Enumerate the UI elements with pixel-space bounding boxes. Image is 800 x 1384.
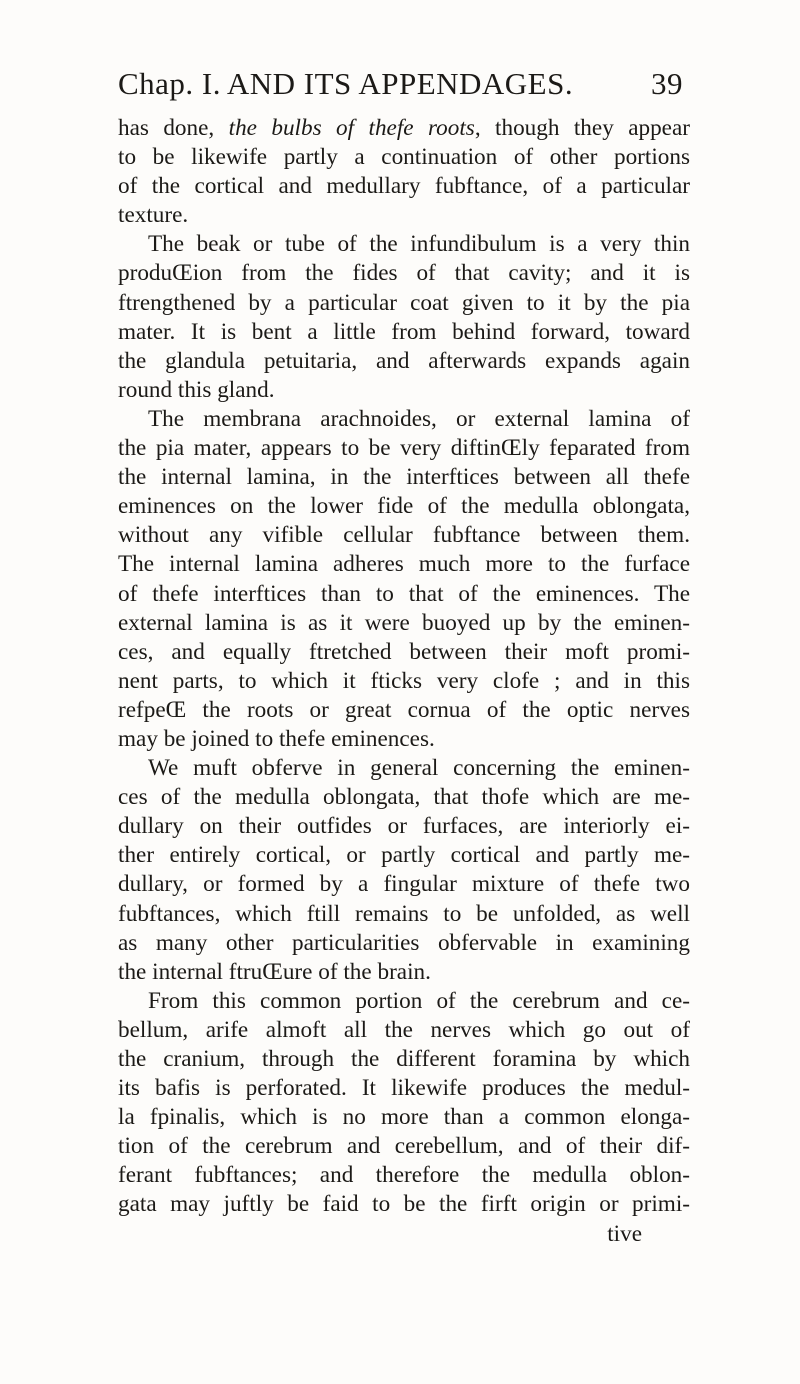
text-line: bellum, arife almoft all the nerves which go out of	[118, 1016, 690, 1043]
text-line: The membrana arachnoides, or external lamina of	[148, 405, 690, 432]
text-line: the internal lamina, in the interftices between all thefe	[118, 464, 690, 491]
text-line: round this gland.	[118, 376, 275, 403]
text-line: texture.	[118, 202, 189, 229]
text-line: of the cortical and medullary fubftance, of a particular	[118, 173, 690, 200]
body-text	[118, 114, 690, 1249]
text-line: refpeŒ the roots or great cornua of the optic nerves	[118, 696, 690, 723]
text-line: may be joined to thefe eminences.	[118, 725, 435, 752]
text-line: dullary on their outfides or furfaces, are interiorly ei-	[118, 813, 690, 840]
text-line: nent parts, to which it fticks very clofe ; and in this	[118, 667, 690, 694]
text-line: external lamina is as it were buoyed up by the eminen-	[118, 609, 690, 636]
text-line: without any vifible cellular fubftance between them.	[118, 522, 690, 549]
text-line: The internal lamina adheres much more to the furface	[118, 551, 690, 578]
text-line: mater. It is bent a little from behind forward, toward	[118, 318, 690, 345]
catchword: tive	[607, 1220, 642, 1247]
running-head	[118, 64, 683, 104]
text-line: ftrengthened by a particular coat given to it by the pia	[118, 289, 690, 316]
text-line: the glandula petuitaria, and afterwards expands again	[118, 347, 690, 374]
text-line: of thefe interftices than to that of the eminences. The	[118, 580, 690, 607]
text-line: The beak or tube of the infundibulum is a very thin	[148, 231, 690, 258]
running-title: AND ITS APPENDAGES.	[226, 66, 574, 101]
text-line: We muft obferve in general concerning the eminen-	[148, 755, 690, 782]
text-line: eminences on the lower fide of the medulla oblongata,	[118, 493, 690, 520]
text-line: the pia mater, appears to be very diftinŒly feparated from	[118, 435, 690, 462]
line-text-before-italic: has done,	[118, 115, 229, 141]
text-line: dullary, or formed by a fingular mixture of thefe two	[118, 871, 690, 898]
chapter-label: Chap. I.	[118, 66, 222, 101]
text-line: as many other particularities obfervable in examining	[118, 929, 690, 956]
text-line: From this common portion of the cerebrum and ce-	[148, 987, 690, 1014]
text-line: to be likewife partly a continuation of other portions	[118, 144, 690, 171]
page-number: 39	[651, 66, 683, 101]
text-line: the cranium, through the different foramina by which	[118, 1046, 690, 1072]
text-line: fubftances, which ftill remains to be unfolded, as well	[118, 900, 690, 927]
text-line	[118, 114, 690, 143]
text-line: ces of the medulla oblongata, that thofe which are me-	[118, 784, 690, 811]
text-line: produŒion from the fides of that cavity; and it is	[118, 260, 690, 287]
text-line: gata may juftly be faid to be the firft origin or primi-	[118, 1191, 690, 1218]
text-line: the internal ftruŒure of the brain.	[118, 958, 431, 985]
line-text-after-italic: , though they appear	[474, 115, 690, 141]
text-line: tion of the cerebrum and cerebellum, and of their dif-	[118, 1133, 690, 1160]
italic-phrase: the bulbs of thefe roots	[228, 115, 475, 141]
text-line: ferant fubftances; and therefore the medulla oblon-	[118, 1162, 690, 1189]
text-line: la fpinalis, which is no more than a common elonga-	[118, 1104, 690, 1131]
text-line: its bafis is perforated. It likewife produces the medul-	[118, 1075, 690, 1102]
text-line: ther entirely cortical, or partly cortical and partly me-	[118, 842, 690, 869]
text-line: ces, and equally ftretched between their moft promi-	[118, 638, 690, 665]
